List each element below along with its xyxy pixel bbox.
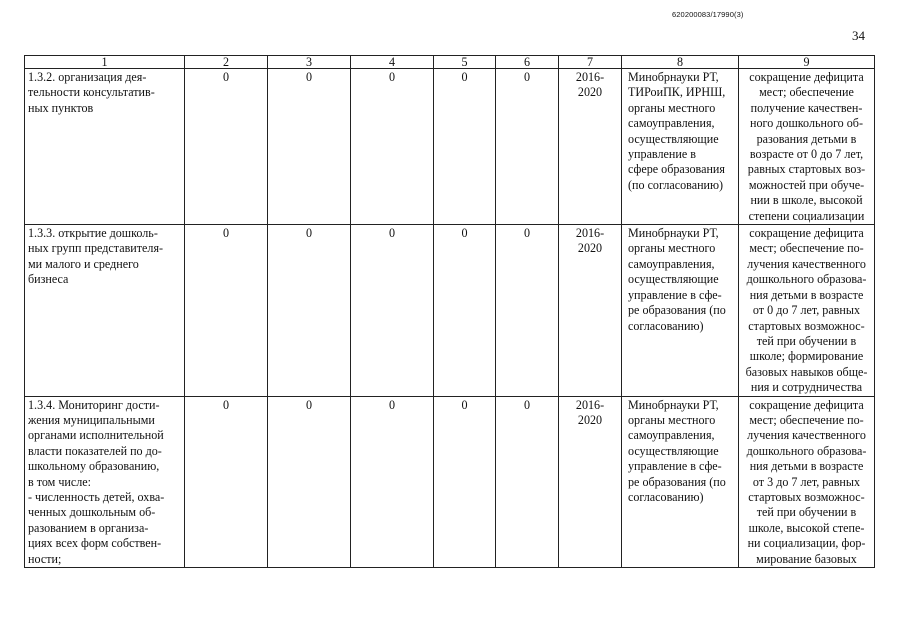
responsible-cell-line: управление в сфе- [628,459,722,474]
responsible-cell-line: ре образования (по [628,303,726,318]
value-cell-c4: 0 [351,225,434,396]
responsible-cell-line: согласованию) [628,489,704,504]
period-cell-line: 2016- [575,70,605,84]
page-number: 34 [852,28,865,43]
responsible-cell [622,396,739,567]
table-row [25,396,875,567]
period-cell [559,396,622,567]
value-cell-c4: 0 [351,69,434,225]
goal-cell-line: дошкольного образова- [746,443,867,458]
value-cell-c5: 0 [434,69,496,225]
goal-cell-line: мест; обеспечение [759,85,854,100]
responsible-cell-line: ТИРоиПК, ИРНШ, [628,85,726,100]
goal-cell-line: ния и сотрудничества [750,380,863,395]
goal-cell-line: степени социализации [748,208,865,223]
measure-title-cell-line: 1.3.4. Мониторинг дости- [28,397,160,412]
goal-cell-line: стартовых возможнос- [748,489,865,504]
header-cell: 6 [496,56,559,69]
header-cell: 8 [622,56,739,69]
goal-cell-line: мест; обеспечение по- [749,412,864,427]
responsible-cell-line: осуществляющие [628,443,719,458]
goal-cell-line: стартовых возможнос- [748,318,865,333]
goal-cell-line: разования детьми в [756,131,857,146]
header-cell: 9 [739,56,875,69]
value-cell-c5: 0 [434,396,496,567]
measure-title-cell-line: ности; [28,551,62,566]
responsible-cell-line: органы местного [628,241,716,256]
responsible-cell-line: самоуправления, [628,116,715,131]
value-cell-c4: 0 [351,396,434,567]
measure-title-cell-line: власти показателей по до- [28,443,162,458]
measure-title-cell [25,225,185,396]
value-cell-c6: 0 [496,225,559,396]
measure-title-cell-line: жения муниципальными [28,412,155,427]
value-cell-c2: 0 [185,225,268,396]
goal-cell [739,69,875,225]
responsible-cell-line: самоуправления, [628,256,715,271]
goal-cell-line: от 0 до 7 лет, равных [752,303,861,318]
value-cell-c5: 0 [434,225,496,396]
measure-title-cell-line: бизнеса [28,272,69,287]
period-cell-line: 2016- [575,226,605,241]
measure-title-cell-line: ченных дошкольным об- [28,505,156,520]
header-cell: 2 [185,56,268,69]
value-cell-c6: 0 [496,69,559,225]
measure-title-cell-line: школьному образованию, [28,459,160,474]
measure-title-cell-line: ми малого и среднего [28,256,139,271]
measure-title-cell-line: циях всех форм собствен- [28,536,162,551]
goal-cell-line: тей при обучении в [756,333,857,348]
responsible-cell-line: осуществляющие [628,272,719,287]
header-cell: 5 [434,56,496,69]
responsible-cell-line: органы местного [628,100,716,115]
goal-cell-line: от 3 до 7 лет, равных [752,474,861,489]
responsible-cell-line: Минобрнауки РТ, [628,226,719,241]
responsible-cell-line: осуществляющие [628,131,719,146]
goal-cell-line: можностей при обуче- [748,177,865,192]
goal-cell-line: базовых навыков обще- [745,364,868,379]
goal-cell-line: ния детьми в возрасте [749,287,864,302]
measure-title-cell [25,396,185,567]
header-cell: 7 [559,56,622,69]
period-cell-line: 2016- [575,397,605,412]
goal-cell-line: нии в школе, высокой [750,193,863,208]
goal-cell-line: сокращение дефицита [749,226,864,241]
period-cell-line: 2020 [577,85,603,100]
table-body [25,69,875,568]
responsible-cell-line: Минобрнауки РТ, [628,70,719,84]
goal-cell-line: мест; обеспечение по- [749,241,864,256]
value-cell-c2: 0 [185,69,268,225]
value-cell-c2: 0 [185,396,268,567]
goal-cell-line: сокращение дефицита [749,70,864,84]
value-cell-c3: 0 [268,396,351,567]
goal-cell [739,396,875,567]
measures-table [24,55,875,568]
goal-cell-line: школе, высокой степе- [748,520,865,535]
goal-cell-line: ния детьми в возрасте [749,459,864,474]
responsible-cell-line: самоуправления, [628,428,715,443]
goal-cell-line: ного дошкольного об- [750,116,863,131]
goal-cell-line: возрасте от 0 до 7 лет, [749,147,864,162]
goal-cell-line: сокращение дефицита [749,397,864,412]
header-cell: 3 [268,56,351,69]
goal-cell-line: дошкольного образова- [746,272,867,287]
responsible-cell [622,225,739,396]
header-cell: 1 [25,56,185,69]
goal-cell-line: ни социализации, фор- [747,536,866,551]
responsible-cell-line: органы местного [628,412,716,427]
responsible-cell-line: управление в сфе- [628,287,722,302]
responsible-cell-line: ре образования (по [628,474,726,489]
goal-cell [739,225,875,396]
goal-cell-line: получение качествен- [750,100,863,115]
header-cell: 4 [351,56,434,69]
value-cell-c3: 0 [268,69,351,225]
goal-cell-line: тей при обучении в [756,505,857,520]
document-code: 620200083/17990(3) [672,10,744,19]
value-cell-c3: 0 [268,225,351,396]
measure-title-cell-line: ных пунктов [28,100,94,115]
measure-title-cell-line: органами исполнительной [28,428,164,443]
period-cell [559,69,622,225]
responsible-cell-line: управление в [628,147,696,162]
table-row [25,69,875,225]
responsible-cell [622,69,739,225]
measure-title-cell-line: 1.3.2. организация дея- [28,70,147,84]
measure-title-cell-line: тельности консультатив- [28,85,155,100]
table-row [25,225,875,396]
measure-title-cell-line: - численность детей, охва- [28,489,165,504]
period-cell-line: 2020 [577,412,603,427]
measure-title-cell-line: в том числе: [28,474,92,489]
goal-cell-line: школе; формирование [749,349,864,364]
goal-cell-line: лучения качественного [747,256,866,271]
responsible-cell-line: согласованию) [628,318,704,333]
measure-title-cell [25,69,185,225]
measure-title-cell-line: разованием в организа- [28,520,149,535]
period-cell [559,225,622,396]
period-cell-line: 2020 [577,241,603,256]
responsible-cell-line: Минобрнауки РТ, [628,397,719,412]
responsible-cell-line: (по согласованию) [628,177,724,192]
goal-cell-line: лучения качественного [747,428,866,443]
goal-cell-line: мирование базовых [756,551,857,566]
responsible-cell-line: сфере образования [628,162,725,177]
measure-title-cell-line: 1.3.3. открытие дошколь- [28,226,158,241]
measure-title-cell-line: ных групп представителя- [28,241,164,256]
goal-cell-line: равных стартовых воз- [747,162,866,177]
value-cell-c6: 0 [496,396,559,567]
header-row [25,56,875,69]
